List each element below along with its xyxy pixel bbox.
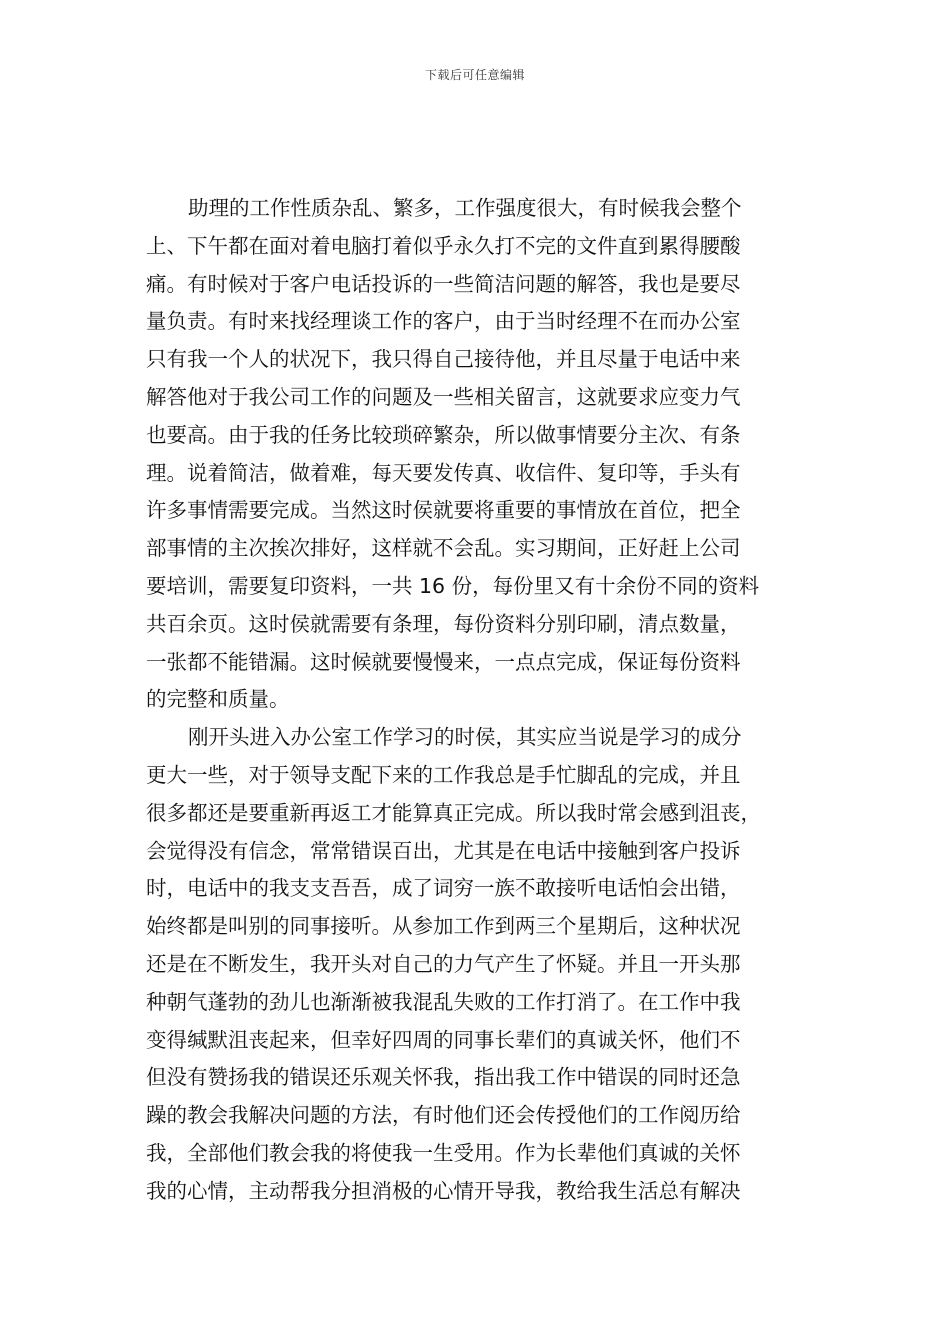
paragraph-2-line: 躁的教会我解决问题的方法，有时他们还会传授他们的工作阅历给 [146,1103,741,1128]
paragraph-1-line: 量负责。有时来找经理谈工作的客户，由于当时经理不在而办公室 [146,309,741,334]
paragraph-2-line: 我的心情，主动帮我分担消极的心情开导我，教给我生活总有解决 [146,1178,741,1203]
page-header: 下载后可任意编辑 [424,68,525,82]
paragraph-1-line: 解答他对于我公司工作的问题及一些相关留言，这就要求应变力气 [146,384,741,409]
paragraph-1-line: 痛。有时候对于客户电话投诉的一些简洁问题的解答，我也是要尽 [146,271,741,296]
paragraph-2-line: 但没有赞扬我的错误还乐观关怀我，指出我工作中错误的同时还急 [146,1065,741,1090]
paragraph-1-line: 也要高。由于我的任务比较琐碎繁杂，所以做事情要分主次、有条 [146,422,741,447]
paragraph-1-line: 部事情的主次挨次排好，这样就不会乱。实习期间，正好赶上公司 [146,536,741,561]
paragraph-1-line: 助理的工作性质杂乱、繁多，工作强度很大，有时候我会整个 [188,196,742,220]
paragraph-2-line: 更大一些，对于领导支配下来的工作我总是手忙脚乱的完成，并且 [146,762,741,787]
paragraph-1-line: 一张都不能错漏。这时候就要慢慢来，一点点完成，保证每份资料 [146,649,741,674]
paragraph-2-line: 很多都还是要重新再返工才能算真正完成。所以我时常会感到沮丧， [146,800,761,825]
paragraph-2-line: 始终都是叫别的同事接听。从参加工作到两三个星期后，这种状况 [146,914,741,939]
paragraph-2-line: 会觉得没有信念，常常错误百出，尤其是在电话中接触到客户投诉 [146,838,741,863]
paragraph-2-line: 还是在不断发生，我开头对自己的力气产生了怀疑。并且一开头那 [146,951,741,976]
paragraph-1-line: 理。说着简洁，做着难，每天要发传真、收信件、复印等，手头有 [146,460,741,485]
paragraph-1-line: 要培训，需要复印资料，一共 16 份，每份里又有十余份不同的资料 [146,573,760,598]
paragraph-2-line: 刚开头进入办公室工作学习的时侯，其实应当说是学习的成分 [188,725,742,750]
paragraph-1-line: 只有我一个人的状况下，我只得自己接待他，并且尽量于电话中来 [146,347,741,372]
paragraph-2-line: 我，全部他们教会我的将使我一生受用。作为长辈他们真诚的关怀 [146,1140,741,1165]
paragraph-2-line: 时，电话中的我支支吾吾，成了词穷一族不敢接听电话怕会出错， [146,876,741,901]
paragraph-1-line: 许多事情需要完成。当然这时侯就要将重要的事情放在首位，把全 [146,498,741,523]
paragraph-2-line: 变得缄默沮丧起来，但幸好四周的同事长辈们的真诚关怀，他们不 [146,1027,741,1052]
paragraph-1-line: 的完整和质量。 [146,687,290,712]
paragraph-1-line: 共百余页。这时侯就需要有条理，每份资料分别印刷，清点数量， [146,611,741,636]
paragraph-2-line: 种朝气蓬勃的劲儿也渐渐被我混乱失败的工作打消了。在工作中我 [146,989,741,1014]
body-text [146,190,810,1211]
paragraph-1-line: 上、下午都在面对着电脑打着似乎永久打不完的文件直到累得腰酸 [146,233,741,258]
